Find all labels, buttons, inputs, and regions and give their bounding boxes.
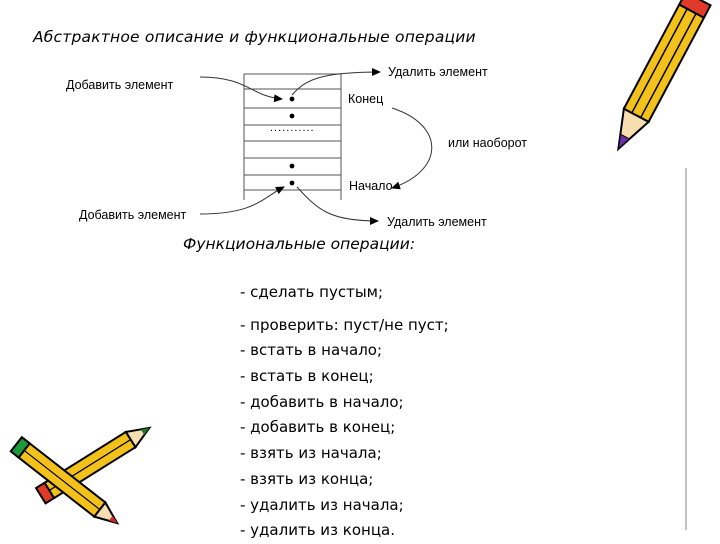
operations-list xyxy=(240,280,449,544)
add-element-bottom-label: Добавить элемент xyxy=(79,208,187,222)
list-item: - добавить в конец; xyxy=(240,418,396,437)
or-reverse-label: или наоборот xyxy=(448,136,528,150)
list-item: - встать в начало; xyxy=(240,341,383,360)
operations-heading: Функциональные операции: xyxy=(183,235,416,253)
add-bottom-arrow xyxy=(200,187,284,214)
start-label: Начало xyxy=(349,179,393,193)
pencil-icon xyxy=(606,0,711,155)
list-item: - удалить из начала; xyxy=(240,495,404,514)
list-item: - добавить в начало; xyxy=(240,392,404,411)
add-top-arrow xyxy=(200,77,282,99)
list-item: - проверить: пуст/не пуст; xyxy=(240,315,449,334)
remove-element-bottom-label: Удалить элемент xyxy=(387,215,487,229)
reverse-arc xyxy=(392,108,432,188)
end-label: Конец xyxy=(348,92,384,106)
add-element-top-label: Добавить элемент xyxy=(66,78,174,92)
page-title: Абстрактное описание и функциональные операции xyxy=(33,28,476,46)
list-item: - взять из начала; xyxy=(240,444,382,463)
ellipsis-label: ........... xyxy=(270,122,315,134)
crossed-pencils-icon xyxy=(11,420,154,530)
list-item: - встать в конец; xyxy=(240,367,374,386)
list-item: - взять из конца; xyxy=(240,469,374,488)
list-item: - удалить из конца. xyxy=(240,521,396,540)
remove-element-top-label: Удалить элемент xyxy=(388,65,488,79)
list-item: - сделать пустым; xyxy=(240,283,384,301)
